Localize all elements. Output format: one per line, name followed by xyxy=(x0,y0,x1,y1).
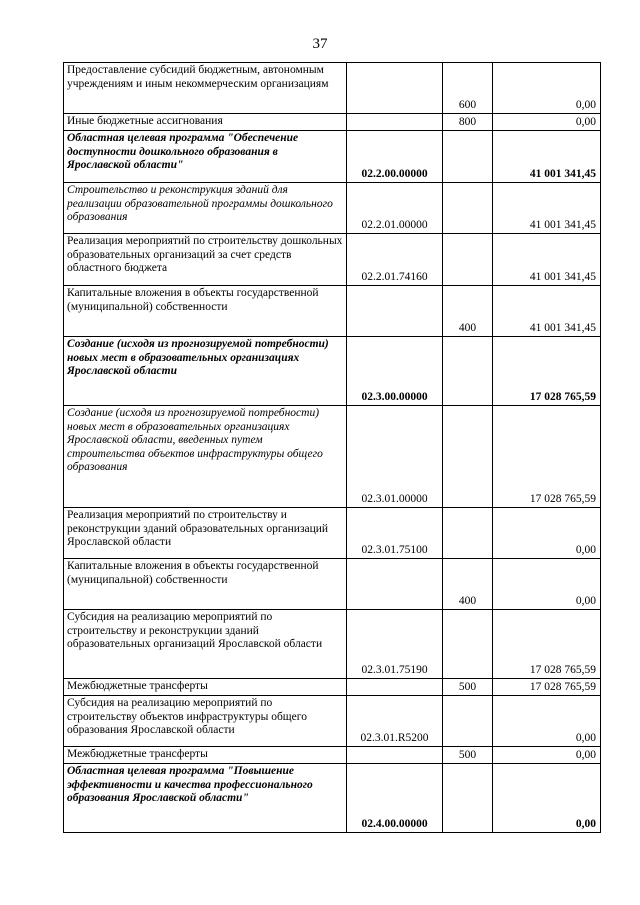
table-row xyxy=(64,508,601,559)
table-row xyxy=(64,696,601,747)
row-name-cell: Создание (исходя из прогнозируемой потребности) новых мест в образовательных организациях Ярославской области xyxy=(64,337,347,406)
row-code-cell: 02.3.01.R5200 xyxy=(347,696,443,747)
table-row xyxy=(64,114,601,131)
row-code-cell xyxy=(347,747,443,764)
row-expense-type-cell xyxy=(443,234,493,286)
table-row xyxy=(64,747,601,764)
table-row xyxy=(64,559,601,610)
row-code-cell: 02.2.01.74160 xyxy=(347,234,443,286)
row-sum-cell: 0,00 xyxy=(493,114,601,131)
row-expense-type-cell: 400 xyxy=(443,286,493,337)
row-sum-cell: 17 028 765,59 xyxy=(493,610,601,679)
row-code-cell xyxy=(347,679,443,696)
row-code-cell: 02.4.00.00000 xyxy=(347,764,443,833)
row-expense-type-cell: 500 xyxy=(443,747,493,764)
row-sum-cell: 0,00 xyxy=(493,63,601,114)
row-name-cell: Иные бюджетные ассигнования xyxy=(64,114,347,131)
row-name-cell: Областная целевая программа "Повышение эффективности и качества профессионального образования Ярославской области" xyxy=(64,764,347,833)
row-name-cell: Предоставление субсидий бюджетным, автономным учреждениям и иным некоммерческим организациям xyxy=(64,63,347,114)
row-expense-type-cell: 500 xyxy=(443,679,493,696)
row-code-cell: 02.2.00.00000 xyxy=(347,131,443,183)
table-row xyxy=(64,764,601,833)
row-sum-cell: 41 001 341,45 xyxy=(493,286,601,337)
row-code-cell xyxy=(347,286,443,337)
row-name-cell: Межбюджетные трансферты xyxy=(64,747,347,764)
row-sum-cell: 41 001 341,45 xyxy=(493,131,601,183)
row-code-cell: 02.3.01.75100 xyxy=(347,508,443,559)
row-sum-cell: 0,00 xyxy=(493,508,601,559)
table-row xyxy=(64,337,601,406)
row-sum-cell: 0,00 xyxy=(493,696,601,747)
row-expense-type-cell xyxy=(443,131,493,183)
row-expense-type-cell: 600 xyxy=(443,63,493,114)
row-name-cell: Областная целевая программа "Обеспечение доступности дошкольного образования в Ярославской области" xyxy=(64,131,347,183)
table-row xyxy=(64,63,601,114)
row-code-cell xyxy=(347,559,443,610)
table-row xyxy=(64,234,601,286)
page-number: 37 xyxy=(312,36,328,52)
row-sum-cell: 17 028 765,59 xyxy=(493,679,601,696)
row-expense-type-cell xyxy=(443,610,493,679)
row-sum-cell: 0,00 xyxy=(493,747,601,764)
row-sum-cell: 17 028 765,59 xyxy=(493,406,601,508)
table-row xyxy=(64,183,601,234)
row-expense-type-cell xyxy=(443,508,493,559)
table-row xyxy=(64,610,601,679)
row-name-cell: Капитальные вложения в объекты государственной (муниципальной) собственности xyxy=(64,286,347,337)
row-name-cell: Субсидия на реализацию мероприятий по строительству объектов инфраструктуры общего образования Ярославской области xyxy=(64,696,347,747)
row-expense-type-cell: 800 xyxy=(443,114,493,131)
row-name-cell: Межбюджетные трансферты xyxy=(64,679,347,696)
table-row xyxy=(64,131,601,183)
row-name-cell: Реализация мероприятий по строительству и реконструкции зданий образовательных организаций Ярославской области xyxy=(64,508,347,559)
row-name-cell: Капитальные вложения в объекты государственной (муниципальной) собственности xyxy=(64,559,347,610)
row-sum-cell: 41 001 341,45 xyxy=(493,183,601,234)
row-name-cell: Реализация мероприятий по строительству дошкольных образовательных организаций за счет средств областного бюджета xyxy=(64,234,347,286)
row-code-cell xyxy=(347,114,443,131)
row-code-cell: 02.2.01.00000 xyxy=(347,183,443,234)
row-expense-type-cell xyxy=(443,183,493,234)
budget-table xyxy=(63,62,601,833)
row-code-cell: 02.3.00.00000 xyxy=(347,337,443,406)
table-row xyxy=(64,679,601,696)
row-expense-type-cell xyxy=(443,337,493,406)
budget-table-body xyxy=(64,63,601,833)
row-sum-cell: 17 028 765,59 xyxy=(493,337,601,406)
row-name-cell: Создание (исходя из прогнозируемой потребности) новых мест в образовательных организациях Ярославской области, введенных путем строительства объектов инфраструктуры общего образования xyxy=(64,406,347,508)
row-expense-type-cell xyxy=(443,696,493,747)
table-row xyxy=(64,286,601,337)
row-expense-type-cell xyxy=(443,764,493,833)
row-expense-type-cell xyxy=(443,406,493,508)
table-row xyxy=(64,406,601,508)
row-sum-cell: 0,00 xyxy=(493,559,601,610)
row-code-cell: 02.3.01.00000 xyxy=(347,406,443,508)
row-sum-cell: 41 001 341,45 xyxy=(493,234,601,286)
row-expense-type-cell: 400 xyxy=(443,559,493,610)
row-code-cell: 02.3.01.75190 xyxy=(347,610,443,679)
row-sum-cell: 0,00 xyxy=(493,764,601,833)
row-name-cell: Строительство и реконструкция зданий для реализации образовательной программы дошкольного образования xyxy=(64,183,347,234)
row-code-cell xyxy=(347,63,443,114)
row-name-cell: Субсидия на реализацию мероприятий по строительству и реконструкции зданий образовательных организаций Ярославской области xyxy=(64,610,347,679)
